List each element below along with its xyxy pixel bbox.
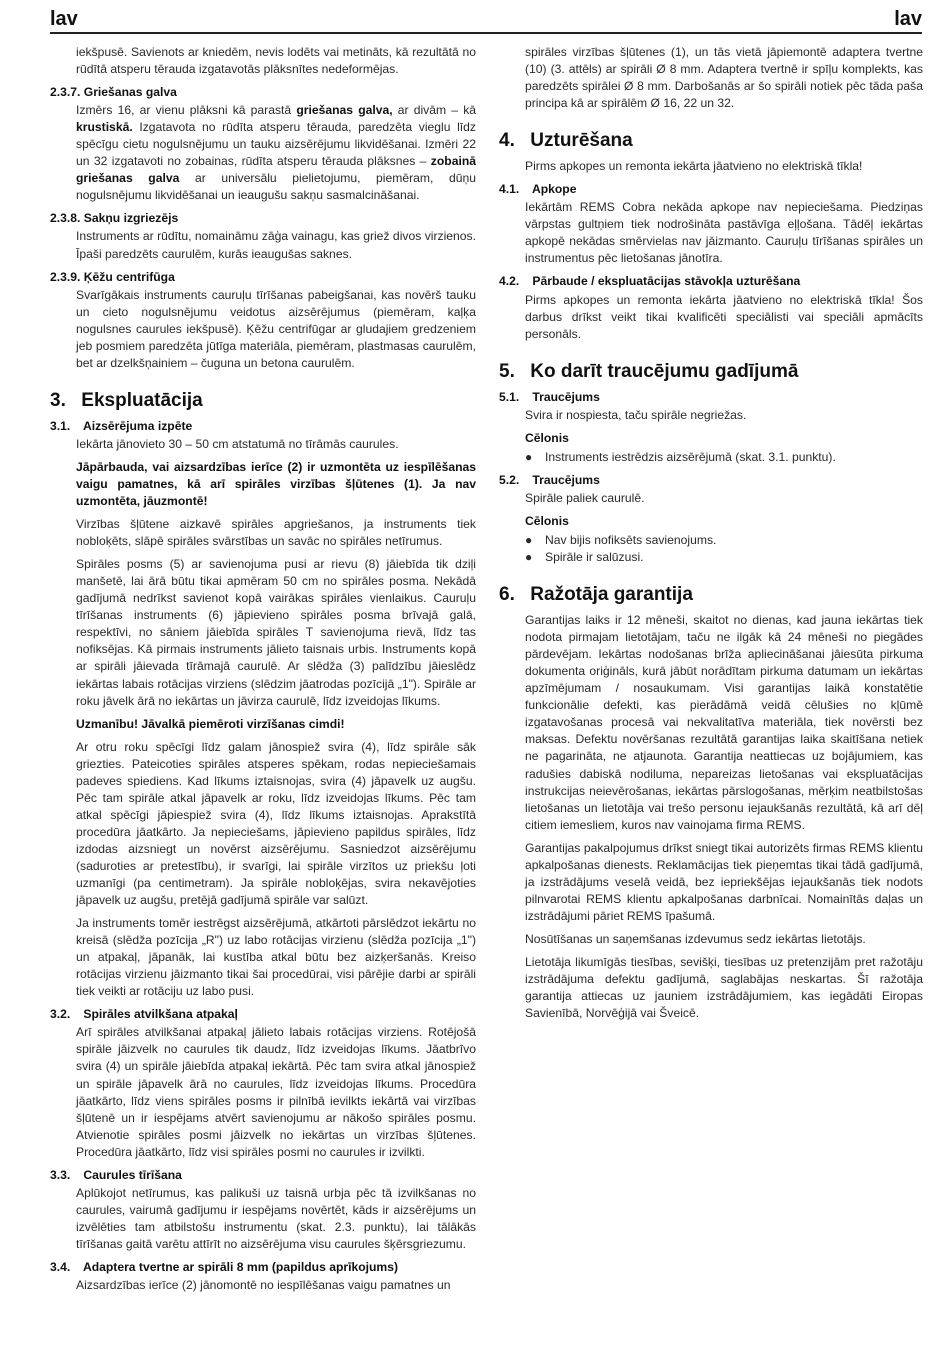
heading-2-3-7: 2.3.7. Griešanas galva	[50, 85, 177, 100]
page-header	[50, 8, 922, 34]
intro-paragraph: iekšpusē. Savienots ar kniedēm, nevis lodēts vai metināts, kā rezultātā no rūdītā atsperu tērauda izgatavotās plāksnītes nedeformējas.	[76, 45, 476, 77]
list-item: ● Instruments iestrēdzis aizsērējumā (skat. 3.1. punktu).	[525, 449, 923, 466]
heading-3-1: 3.1. Aizsērējuma izpēte	[50, 418, 193, 433]
bullet-icon: ●	[525, 550, 533, 565]
language-code-left: lav	[50, 8, 78, 30]
fault-5-2: Spirāle paliek caurulē.	[525, 490, 645, 505]
paragraph-3-3: Aplūkojot netīrumus, kas palikuši uz taisnā urbja pēc tā izvilkšanas no caurules, vairumā gadījumu ir iespējams novērtēt, kāds ir aizsērējums un izvēlēties tam atbilstošu instrumentu (skat. 2.3. punktu), lai tālākās tīrīšanas gaitā varētu attīrīt no aizsērējuma visu caurules šķērsgriezumu.	[76, 1185, 476, 1251]
heading-4-2: 4.2. Pārbaude / ekspluatācijas stāvokļa uzturēšana	[499, 274, 801, 289]
gloves-warning: Uzmanību! Jāvalkā piemēroti virzīšanas cimdi!	[76, 716, 345, 731]
cause-label-5-2: Cēlonis	[525, 513, 569, 528]
right-intro-paragraph: spirāles virzības šļūtenes (1), un tās vietā jāpiemontē adaptera tvertne (10) (3. attēls) ar spirāli Ø 8 mm. Adaptera tvertnē ir spīļu komplekts, kas paredzēts spirālei Ø 8 mm. Darbošanās ar šo spirāli notiek pēc tāda paša principa kā ar spirālēm Ø 16, 22 un 32.	[525, 45, 923, 111]
paragraph-3-2: Arī spirāles atvilkšanai atpakaļ jālieto labais rotācijas virziens. Rotējošā spirāle jāizvelk no caurules tik daudz, līdz izveidojas līkums. Jāatbrīvo svira (4) un spirāle jāiebīda atpakaļ iekārtā. Pēc tam svira atkal jānospiež un spirāle jāpavelk ārā no caurules, līdz izveidojas līkums. Procedūra jāatkārto, līdz viens spirāles posms ir pilnībā ievilkts iekārtā vai virzības šļūtenē un ir iespējams atvērt savienojumu ar nākošo spirāles posmu. Atvienotie spirāles posmi jāizvelk no iekārtas un virzības šļūtenes. Procedūra jāatkārto, līdz visi spirāles posmi no caurules ir izvilkti.	[76, 1025, 476, 1159]
heading-3-3: 3.3. Caurules tīrīšana	[50, 1167, 182, 1182]
heading-4-1: 4.1. Apkope	[499, 182, 577, 197]
list-item: ● Spirāle ir salūzusi.	[525, 549, 923, 566]
cutter-head-paragraph: Izmērs 16, ar vienu plāksni kā parastā griešanas galva, ar divām – kā krustiskā. Izgatavota no rūdīta atsperu tērauda, paredzēta vieglu līdz spēcīgu cietu nogulsnējumu un tauku aizsērējumu likvidēšanai. Izmēri 22 un 32 izgatavoti no zobainas, rūdīta atsperu tērauda plāksnes – zobainā griešanas galva ar universālu pielietojumu, piemēram, dūņu nogulsnējumu likvidēšanai un ieaugušu sakņu sasmalcināšanai.	[76, 103, 477, 203]
section-6-heading: 6. Ražotāja garantija	[499, 584, 693, 606]
heading-3-2: 3.2. Spirāles atvilkšana atpakaļ	[50, 1007, 238, 1022]
paragraph-3-1-e: Ja instruments tomēr iestrēgst aizsērējumā, atkārtoti pārslēdzot iekārtu no kreisā (slēdža pozīcija „R") uz labo rotācijas virzienu (slēdža pozīcija „1") un atpakaļ, jāpanāk, lai kustība atkal būtu bez aizķeršanās. Kreiso rotācijas virzienu jāizmanto tikai šai procedūrai, visi pārējie darbi ar spirāli tiek veikti ar rotāciju uz labo pusi.	[76, 916, 476, 999]
section-3-heading: 3. Ekspluatācija	[50, 389, 203, 411]
warranty-paragraph-1: Garantijas laiks ir 12 mēneši, skaitot no dienas, kad jauna iekārtas tiek nodota pirmajam lietotājam, taču ne ilgāk kā 24 mēneši no piegādes pārdevējam. Iekārtas nodošanas brīža apliecināšanai jāiesūta pirkuma dokumenta oriģināls, kurā jābūt norādītam pirkuma datumam un iekārtas apzīmējumam / nosaukumam. Visi garantijas laikā konstatētie funkcionālie defekti, kas pierādāmā veidā cēlušies no kļūmē izgatavošanas procesā vai nekvalitatīva materiāla, tiek novērsti bez maksas. Defektu novēršanas rezultātā garantijas laika skaitīšana netiek ne pagarināta, ne atjaunota. Garantija neattiecas uz bojājumiem, kas radušies dabiskā nodiluma, nepareizas lietošanas vai ekspluatācijas instrukcijas neievērošanas, iekārtas pārslogošanas, mērķim neatbilstošas lietošanas un lietotāja vai trešo personu iejaukšanās rezultātā, kā arī dēļ citiem iemesliem, kuros nav vainojama firma REMS.	[525, 613, 923, 832]
section-5-heading: 5. Ko darīt traucējumu gadījumā	[499, 360, 799, 382]
paragraph-3-1-b: Virzības šļūtene aizkavē spirāles apgriešanos, ja instruments tiek nobloķēts, slāpē spirāles svārstības un savāc no spirāles netīrumus.	[76, 517, 476, 549]
heading-2-3-8: 2.3.8. Sakņu izgriezējs	[50, 211, 179, 226]
heading-5-2: 5.2. Traucējums	[499, 472, 600, 487]
bullet-icon: ●	[525, 449, 533, 464]
cause-label-5-1: Cēlonis	[525, 430, 569, 445]
paragraph-3-4: Aizsardzības ierīce (2) jānomontē no iespīlēšanas vaigu pamatnes un	[76, 1278, 451, 1293]
warranty-paragraph-3: Nosūtīšanas un saņemšanas izdevumus sedz iekārtas lietotājs.	[525, 931, 866, 946]
heading-2-3-9: 2.3.9. Ķēžu centrifūga	[50, 269, 175, 284]
paragraph-3-1-warning: Jāpārbauda, vai aizsardzības ierīce (2) ir uzmontēta uz iespīlēšanas vaigu pamatnes, kā arī spirāles virzības šļūtenes (1). Ja nav uzmontēta, jāuzmontē!	[76, 459, 476, 509]
cause-list-5-1	[525, 449, 923, 466]
fault-5-1: Svira ir nospiesta, taču spirāle negriežas.	[525, 407, 747, 422]
warranty-paragraph-2: Garantijas pakalpojumus drīkst sniegt tikai autorizēts firmas REMS klientu apkalpošanas dienests. Reklamācijas tiek pieņemtas tikai tādā gadījumā, ja izstrādājums veselā veidā, bez iepriekšējas iejaukšanās tiek nodots pilnvarotai REMS klientu apkalpošanas darbnīcai. Nomainītās daļas un izstrādājumi pāriet REMS īpašumā.	[525, 840, 923, 923]
root-cutter-paragraph: Instruments ar rūdītu, nomaināmu zāģa vainagu, kas griež divos virzienos. Īpaši paredzēts caurulēm, kurās ieaugušas saknes.	[76, 229, 476, 261]
heading-3-4: 3.4. Adaptera tvertne ar spirāli 8 mm (papildus aprīkojums)	[50, 1260, 399, 1274]
paragraph-4-1: Iekārtām REMS Cobra nekāda apkope nav nepieciešama. Piedziņas vārpstas gultņiem tiek nodrošināta pastāvīga eļļošana. Tādēļ iekārtas apkopē nekādas smērvielas nav jāizmanto. Cauruļu tīrīšanas spirāles un instrumentus pēc lietošanas jānotīra.	[525, 200, 923, 266]
heading-5-1: 5.1. Traucējums	[499, 389, 600, 404]
paragraph-3-1-a: Iekārta jānovieto 30 – 50 cm atstatumā no tīrāmās caurules.	[76, 436, 399, 451]
section-4-heading: 4. Uzturēšana	[499, 130, 633, 152]
warranty-paragraph-4: Lietotāja likumīgās tiesības, sevišķi, tiesības uz pretenzijām pret ražotāju izstrādājuma defektu gadījumā, saglabājas neskartas. Šī ražotāja garantija attiecas uz jauniem izstrādājumiem, kas iegādāti Eiropas Savienībā, Norvēģijā vai Šveicē.	[525, 954, 923, 1021]
left-column	[50, 44, 476, 1300]
paragraph-4-2: Pirms apkopes un remonta iekārta jāatvieno no elektriskā tīkla! Šos darbus drīkst veikt tikai kvalificēti speciālisti vai speciāli apmācīts personāls.	[525, 292, 923, 341]
cause-list-5-2	[525, 532, 923, 566]
language-code-right: lav	[894, 8, 922, 30]
chain-centrifuge-paragraph: Svarīgākais instruments cauruļu tīrīšanas pabeigšanai, kas novērš tauku un cieto nogulsnējumu veidotus aizsērējumus (piemēram, kaļķa nogulsnes caurules iekšpusē). Ķēžu centrifūgar ar gludajiem gredzeniem jeb posmiem paredzēta jūtīga materiāla, piemēram, plastmasas caurulēm, bet ar dzelkšņainiem – čuguna un betona caurulēm.	[76, 287, 476, 370]
bullet-icon: ●	[525, 532, 533, 547]
paragraph-3-1-c: Spirāles posms (5) ar savienojuma pusi ar rievu (8) jāiebīda tik dziļi manšetē, lai ārā būtu tikai apmēram 50 cm no spirāles posma. Nekādā gadījumā nedrīkst savienot kopā vairākas spirāles vienlaikus. Cauruļu tīrīšanas instruments (6) jāpievieno spirāles posma brīvajā galā, respektīvi, no sāniem jāiebīda spirāles T savienojuma rievā, līdz tas nofiksējas. Kā pirmais instruments jālieto taisnais urbis. Instruments kopā ar spirāli jāievada tīrāmajā caurulē. Ar slēdža (3) palīdzību jāieslēdz iekārtas labais rotācijas virziens (slēdzim jāatrodas pozīcijā „1"). Spirāle ar roku jāvelk ārā no iekārtas un jāvirza caurulē, līdz izveidojas līkums.	[76, 557, 476, 708]
section-4-note: Pirms apkopes un remonta iekārta jāatvieno no elektriskā tīkla!	[525, 159, 863, 174]
right-column	[499, 44, 923, 1028]
paragraph-3-1-d: Ar otru roku spēcīgi līdz galam jānospiež svira (4), līdz spirāle sāk griezties. Pateicoties spirāles atsperes spēkam, rodas nepieciešamais padeves spiediens. Kad līkums iztaisnojas, svira (4) jāpavelk uz augšu. Pēc tam spirāle atkal jāpavelk ar roku, līdz izveidojas līkums. Pēc tam atkal spēcīgi jāpiespiež svira (4), līdz līkums iztaisnojas. Aprakstītā procedūra jāatkārto. Ja nepieciešams, jāpievieno papildus spirāles, līdz izdodas aizsniegt un novērst aizsērējumu. Sasniedzot aizsērējumu (saduroties ar pretestību), ir svarīgi, lai spirāle virzītos uz priekšu ļoti uzmanīgi (pa centimetram). Ja spirāle nobloķējas, svira nekavējoties jāpavelk uz augšu, pretējā gadījumā spirāle var salūzt.	[76, 739, 476, 908]
list-item: ● Nav bijis nofiksēts savienojums.	[525, 532, 923, 549]
